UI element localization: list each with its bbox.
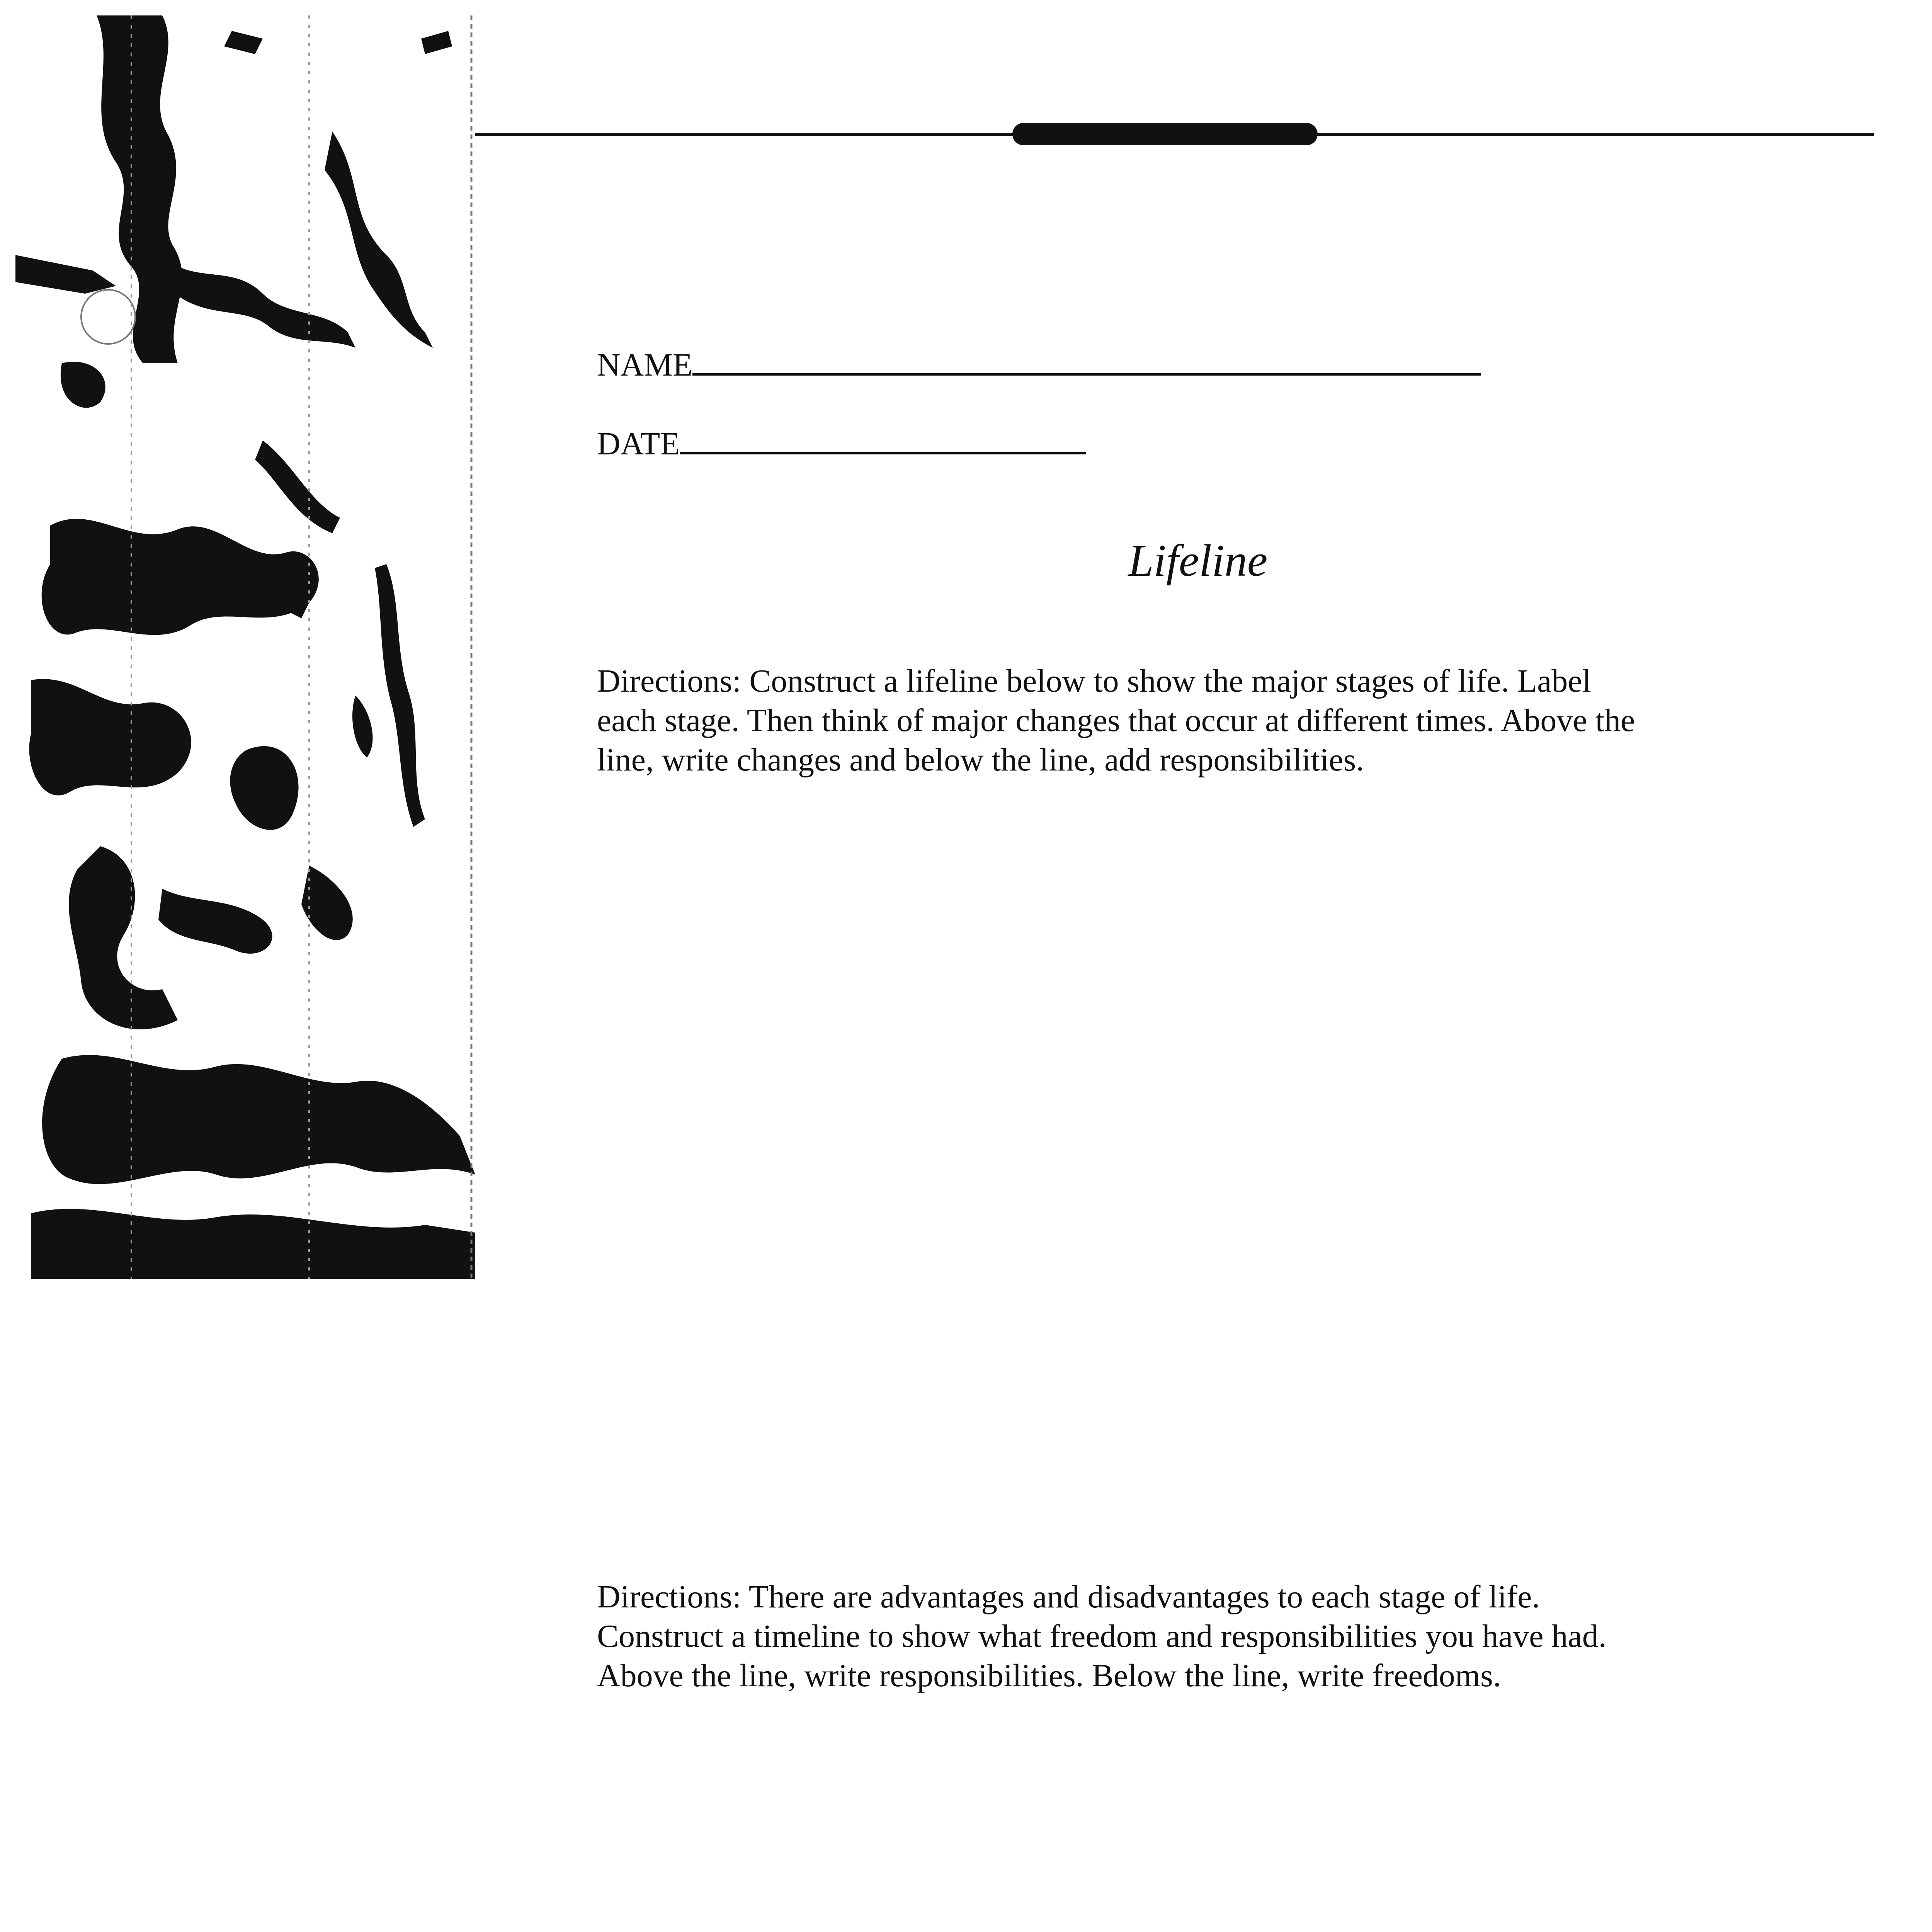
name-field[interactable] — [597, 346, 1481, 381]
directions-lifeline — [597, 662, 1833, 780]
date-blank-line[interactable] — [680, 425, 1086, 454]
date-label: DATE — [597, 426, 680, 462]
directions-line: Directions: Construct a lifeline below to show the major stages of life. Label — [597, 663, 1591, 699]
directions-line: Directions: There are advantages and disadvantages to each stage of life. — [597, 1579, 1540, 1615]
date-field[interactable] — [597, 425, 1086, 460]
name-blank-line[interactable] — [692, 346, 1481, 376]
header-pill-ornament — [1012, 123, 1318, 145]
directions-timeline — [597, 1577, 1833, 1696]
directions-line: Construct a timeline to show what freedom and responsibilities you have had. — [597, 1618, 1607, 1654]
directions-line: each stage. Then think of major changes that occur at different times. Above the — [597, 702, 1635, 738]
page-title: Lifeline — [1128, 535, 1268, 586]
marble-texture-image — [15, 15, 475, 1279]
name-label: NAME — [597, 347, 693, 383]
directions-line: Above the line, write responsibilities. Below the line, write freedoms. — [597, 1658, 1501, 1694]
directions-line: line, write changes and below the line, add responsibilities. — [597, 742, 1364, 778]
